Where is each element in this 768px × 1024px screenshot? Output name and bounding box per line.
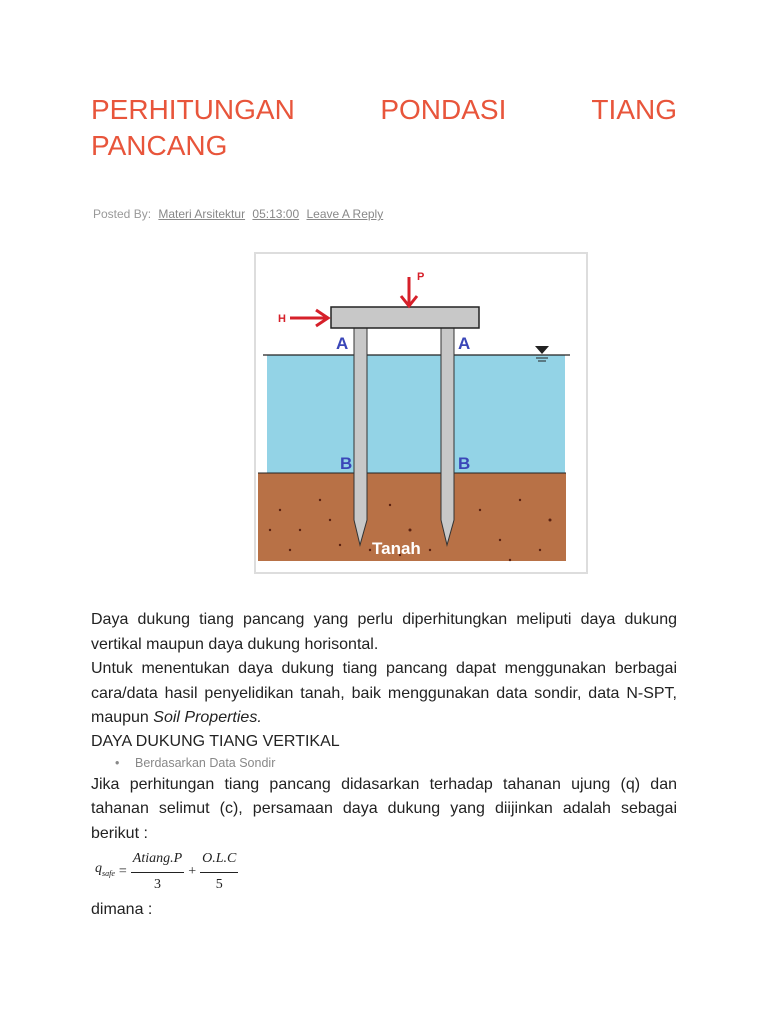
bullet-text: Berdasarkan Data Sondir (135, 755, 276, 770)
formula (95, 850, 677, 894)
pile-cap (331, 307, 479, 328)
author-link[interactable]: Materi Arsitektur (158, 207, 246, 221)
label-h: H (278, 313, 286, 325)
label-b-right: B (458, 454, 471, 473)
paragraph-2 (91, 657, 677, 731)
label-b-left: B (340, 454, 353, 473)
posted-by-label: Posted By: (93, 207, 152, 221)
pile-left (354, 328, 367, 545)
label-tanah: Tanah (372, 539, 421, 558)
title-line-2: PANCANG (91, 130, 228, 161)
water-layer (267, 355, 565, 473)
soil-properties-emphasis: Soil Properties. (153, 709, 262, 726)
leave-reply-link[interactable]: Leave A Reply (306, 207, 384, 221)
formula-q: $q_{safe}$ (95, 861, 115, 879)
label-a-left: A (336, 334, 349, 353)
bullet-item (91, 753, 677, 773)
section-heading: DAYA DUKUNG TIANG VERTIKAL (91, 732, 340, 750)
paragraph-4: dimana : (91, 901, 153, 918)
fraction-1: $\frac{\text{Atiang.P}}{3}$ (131, 847, 184, 897)
article-body (91, 608, 677, 923)
page-title (91, 92, 677, 164)
paragraph-3: Jika perhitungan tiang pancang didasarkan terhadap tahanan ujung (q) dan tahanan selimut (c), persamaan daya dukung yang diijinkan adalah sebagai berikut : (91, 775, 677, 842)
fraction-2: $\frac{O.L.C}{5}$ (200, 847, 238, 897)
formula-eq: = (118, 863, 127, 879)
label-a-right: A (458, 334, 471, 353)
formula-plus: + (188, 863, 197, 879)
time-link[interactable]: 05:13:00 (252, 207, 300, 221)
post-meta (93, 207, 383, 221)
bullet-icon: • (115, 755, 120, 770)
label-p: P (417, 271, 425, 283)
title-line-1: PERHITUNGAN PONDASI TIANG (91, 94, 677, 125)
paragraph-1: Daya dukung tiang pancang yang perlu diperhitungkan meliputi daya dukung vertikal maupun daya dukung horisontal. (91, 611, 677, 653)
pile-foundation-diagram (250, 250, 590, 580)
paragraph-2-text: Untuk menentukan daya dukung tiang pancang dapat menggunakan berbagai cara/data hasil penyelidikan tanah, baik menggunakan data sondir, data N-SPT, maupun (91, 660, 677, 726)
pile-right (441, 328, 454, 545)
